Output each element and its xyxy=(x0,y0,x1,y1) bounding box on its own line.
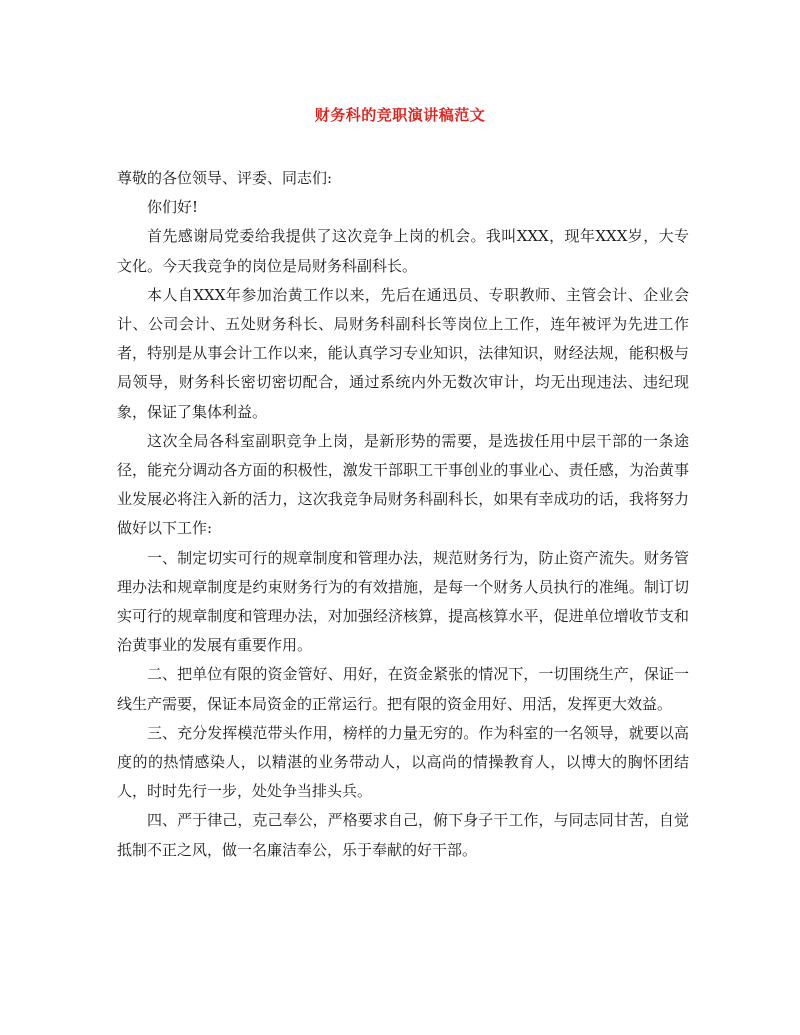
greeting: 你们好! xyxy=(147,198,199,217)
document-body xyxy=(117,164,689,865)
paragraph-point-4: 四、严于律己，克己奉公，严格要求自己，俯下身子干工作，与同志同甘苦，自觉抵制不正之风，做一名廉洁奉公，乐于奉献的好干部。 xyxy=(117,811,689,859)
salutation: 尊敬的各位领导、评委、同志们: xyxy=(117,169,333,187)
paragraph-point-3: 三、充分发挥模范带头作用，榜样的力量无穷的。作为科室的一名领导，就要以高度的的热情感染人，以精湛的业务带动人，以高尚的情操教育人，以博大的胸怀团结人，时时先行一步，处处争当排头兵。 xyxy=(117,723,689,801)
paragraph-point-1: 一、制定切实可行的规章制度和管理办法，规范财务行为，防止资产流失。财务管理办法和规章制度是约束财务行为的有效措施，是每一个财务人员执行的准绳。制订切实可行的规章制度和管理办法，对加强经济核算，提高核算水平，促进单位增收节支和治黄事业的发展有重要作用。 xyxy=(117,548,689,655)
paragraph-experience: 本人自XXX年参加治黄工作以来，先后在通迅员、专职教师、主管会计、企业会计、公司会计、五处财务科长、局财务科副科长等岗位上工作，连年被评为先进工作者，特别是从事会计工作以来，能认真学习专业知识，法律知识，财经法规，能积极与局领导，财务科长密切密切配合，通过系统内外无数次审计，均无出现违法、违纪现象，保证了集体利益。 xyxy=(117,285,689,421)
document-title: 财务科的竞职演讲稿范文 xyxy=(314,106,486,124)
paragraph-intro: 首先感谢局党委给我提供了这次竞争上岗的机会。我叫XXX，现年XXX岁，大专文化。今天我竞争的岗位是局财务科副科长。 xyxy=(117,227,689,275)
paragraph-motivation: 这次全局各科室副职竞争上岗，是新形势的需要，是选拔任用中层干部的一条途径，能充分调动各方面的积极性，激发干部职工干事创业的事业心、责任感，为治黄事业发展必将注入新的活力，这次我竞争局财务科副科长，如果有幸成功的话，我将努力做好以下工作: xyxy=(117,431,689,538)
paragraph-point-2: 二、把单位有限的资金管好、用好，在资金紧张的情况下，一切围绕生产，保证一线生产需要，保证本局资金的正常运行。把有限的资金用好、用活，发挥更大效益。 xyxy=(117,665,689,713)
